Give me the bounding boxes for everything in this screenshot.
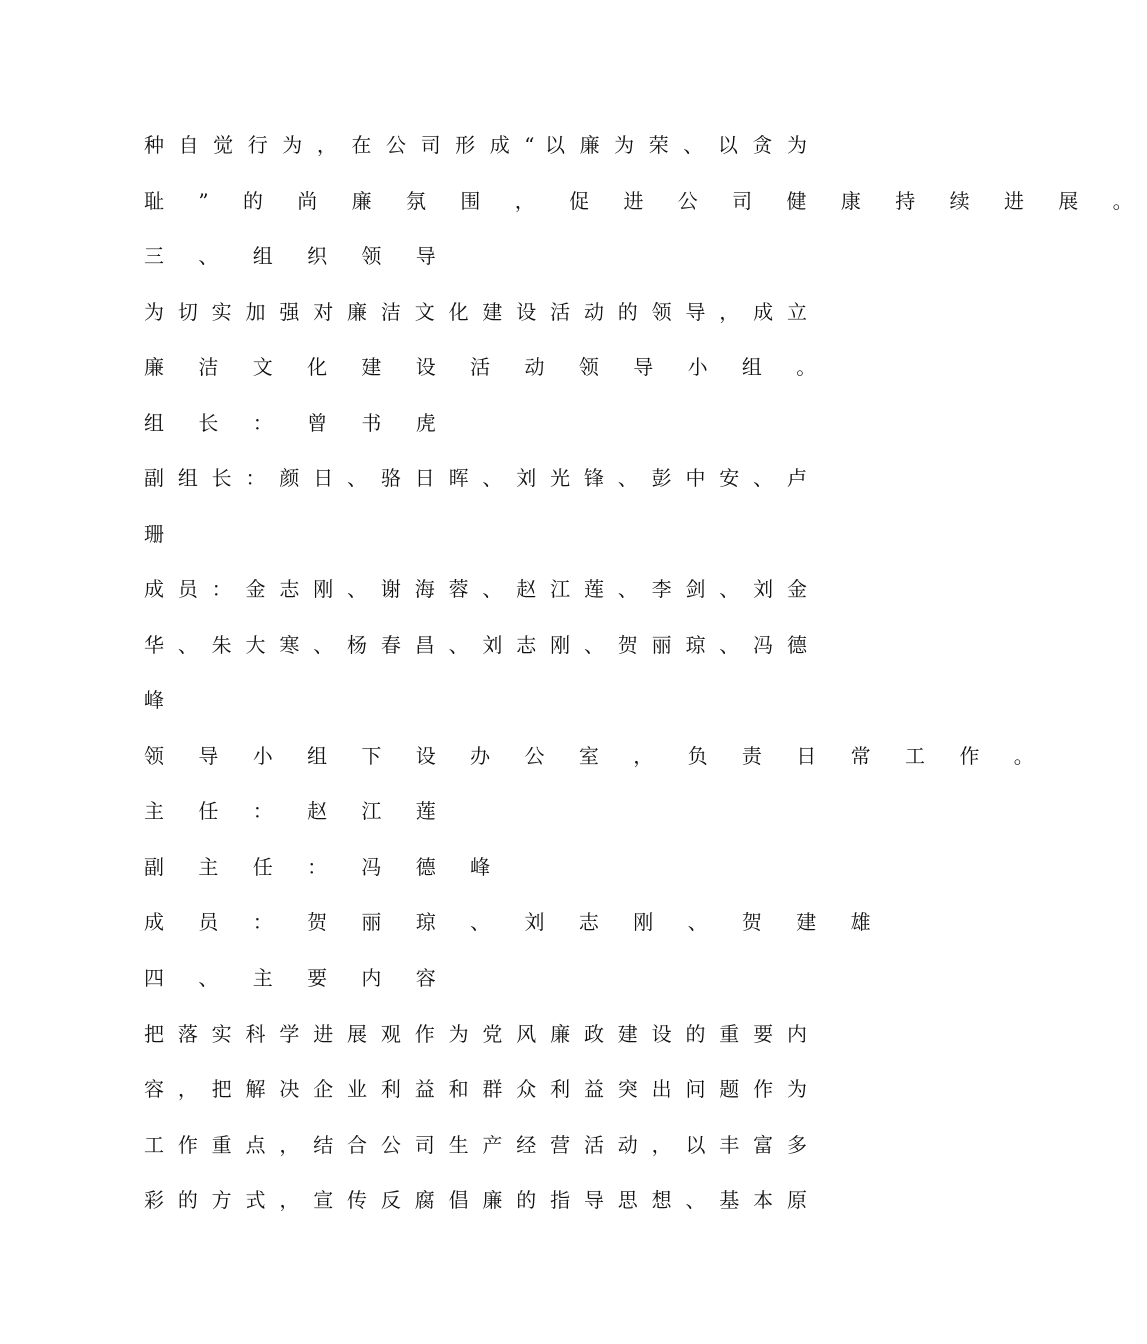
body-text-line: 廉 洁 文 化 建 设 活 动 领 导 小 组 。: [144, 355, 831, 379]
body-text-line: 珊: [144, 522, 178, 546]
body-text-line: 耻 ” 的 尚 廉 氛 围 ， 促 进 公 司 健 康 持 续 进 展 。: [144, 189, 1147, 213]
body-text-line: 容 ， 把 解 决 企 业 利 益 和 群 众 利 益 突 出 问 题 作 为: [144, 1077, 807, 1101]
section-heading: 四 、 主 要 内 容: [144, 966, 450, 990]
body-text-line: 成 员 ： 金 志 刚 、 谢 海 蓉 、 赵 江 莲 、 李 剑 、 刘 金: [144, 577, 807, 601]
body-text-line: 种 自 觉 行 为 ， 在 公 司 形 成 “ 以 廉 为 荣 、 以 贪 为: [144, 133, 807, 157]
body-text-line: 副 主 任 ： 冯 德 峰: [144, 855, 505, 879]
body-text-line: 主 任 ： 赵 江 莲: [144, 799, 450, 823]
body-text-line: 副 组 长 ： 颜 日 、 骆 日 晖 、 刘 光 锋 、 彭 中 安 、 卢: [144, 466, 807, 490]
body-text-line: 工 作 重 点 ， 结 合 公 司 生 产 经 营 活 动 ， 以 丰 富 多: [144, 1133, 807, 1157]
body-text-line: 彩 的 方 式 ， 宣 传 反 腐 倡 廉 的 指 导 思 想 、 基 本 原: [144, 1188, 807, 1212]
body-text-line: 组 长 ： 曾 书 虎: [144, 411, 450, 435]
body-text-line: 成 员 ： 贺 丽 琼 、 刘 志 刚 、 贺 建 雄: [144, 910, 885, 934]
body-text-line: 把 落 实 科 学 进 展 观 作 为 党 风 廉 政 建 设 的 重 要 内: [144, 1022, 807, 1046]
body-text-line: 峰: [144, 688, 178, 712]
body-text-line: 领 导 小 组 下 设 办 公 室 ， 负 责 日 常 工 作 。: [144, 744, 1048, 768]
section-heading: 三 、 组 织 领 导: [144, 244, 450, 268]
body-text-line: 华 、 朱 大 寒 、 杨 春 昌 、 刘 志 刚 、 贺 丽 琼 、 冯 德: [144, 633, 807, 657]
body-text-line: 为 切 实 加 强 对 廉 洁 文 化 建 设 活 动 的 领 导 ， 成 立: [144, 300, 807, 324]
